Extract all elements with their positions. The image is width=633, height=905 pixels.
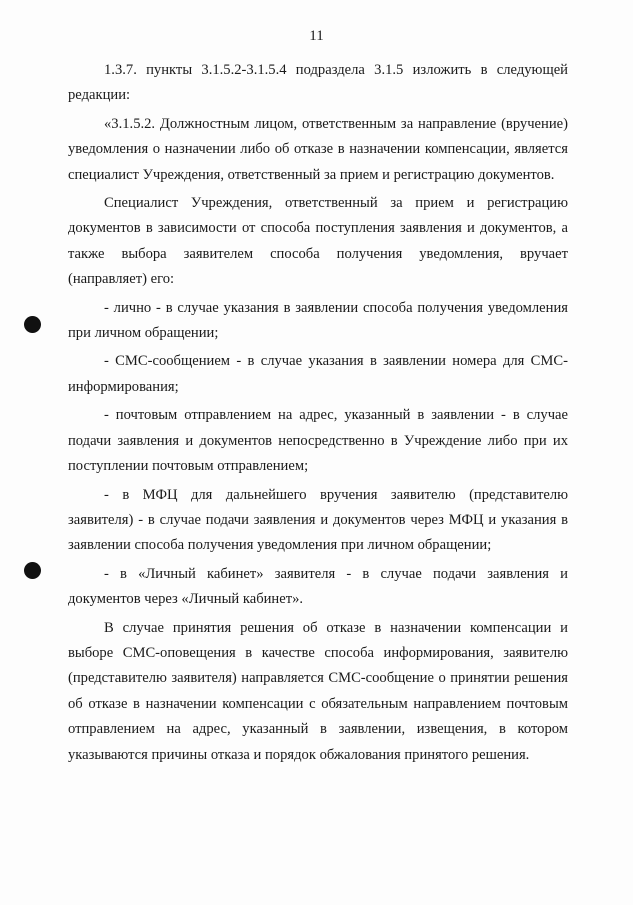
list-item-mfc: - в МФЦ для дальнейшего вручения заявителю (представителю заявителя) - в случае подачи заявления и документов через МФЦ и указания в заявлении способа получения уведомления при личном обращении; xyxy=(68,486,568,554)
paragraph-responsible-official: «3.1.5.2. Должностным лицом, ответственным за направление (вручение) уведомления о назначении либо об отказе в назначении компенсации, является специалист Учреждения, ответственный за прием и регистрацию документов. xyxy=(68,115,568,183)
list-item-personal-account: - в «Личный кабинет» заявителя - в случае подачи заявления и документов через «Личный кабинет». xyxy=(68,565,568,608)
punch-hole-mark xyxy=(24,562,41,579)
list-item-sms: - СМС-сообщением - в случае указания в заявлении номера для СМС-информирования; xyxy=(68,353,568,395)
list-item-in-person: - лично - в случае указания в заявлении способа получения уведомления при личном обращении; xyxy=(68,299,568,342)
paragraph-refusal-notification: В случае принятия решения об отказе в назначении компенсации и выборе СМС-оповещения в качестве способа информирования, заявителю (представителю заявителя) направляется СМС-сообщение о принятии решения об отказе в назначении компенсации с обязательным направлением почтовым отправлением на адрес, указанный в заявлении, извещения, в котором указываются причины отказа и порядок обжалования принятого решения. xyxy=(68,619,568,763)
page-number: 11 xyxy=(309,28,324,44)
paragraph-delivery-methods-intro: Специалист Учреждения, ответственный за прием и регистрацию документов в зависимости от способа поступления заявления и документов, а также выбора заявителем способа получения уведомления, вручает (направляет) его: xyxy=(68,195,568,288)
document-body xyxy=(68,58,568,771)
paragraph-amendment-intro: 1.3.7. пункты 3.1.5.2-3.1.5.4 подраздела 3.1.5 изложить в следующей редакции: xyxy=(68,62,568,104)
list-item-postal: - почтовым отправлением на адрес, указанный в заявлении - в случае подачи заявления и документов непосредственно в Учреждение либо при их поступлении почтовым отправлением; xyxy=(68,407,568,475)
punch-hole-mark xyxy=(24,316,41,333)
